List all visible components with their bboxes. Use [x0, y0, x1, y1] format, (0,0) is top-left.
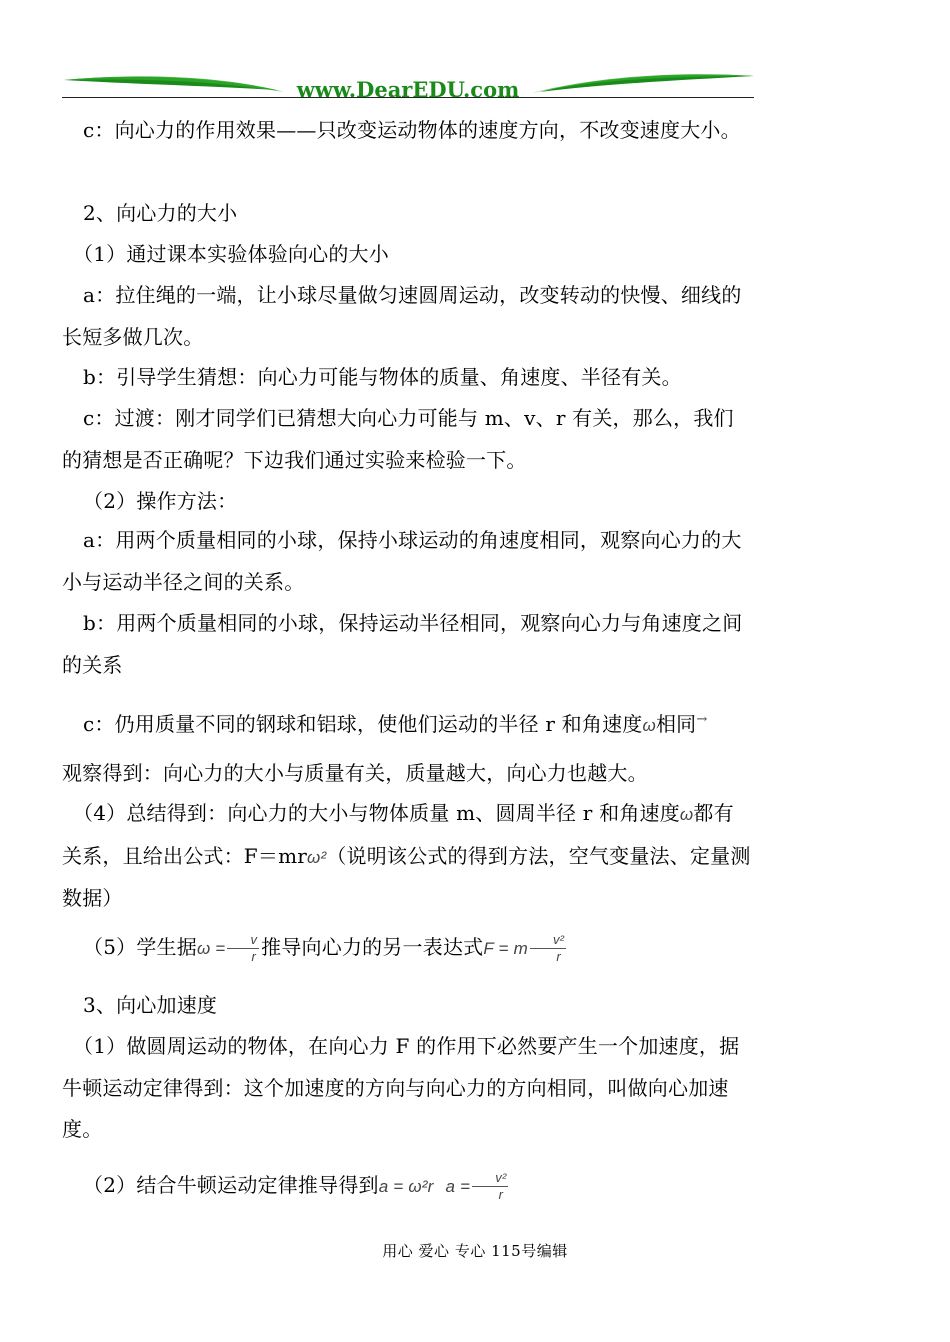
- subheading-experience: （1）通过课本实验体验向心的大小: [73, 242, 389, 266]
- paragraph-summary: （4）总结得到：向心力的大小与物体质量 m、圆周半径 r 和角速度ω都有关系，且给出公式：F＝mrω²（说明该公式的得到方法，空气变量法、定量测数据）: [62, 801, 751, 910]
- paragraph-acceleration: （1）做圆周运动的物体，在向心力 F 的作用下必然要产生一个加速度，据牛顿运动定律得到：这个加速度的方向与向心力的方向相同，叫做向心加速度。: [62, 1034, 740, 1141]
- paragraph-method-b: b：用两个质量相同的小球，保持运动半径相同，观察向心力与角速度之间的关系: [62, 611, 743, 677]
- heading-force-magnitude: 2、向心力的大小: [83, 201, 238, 225]
- svg-text:www.DearEDU.com: www.DearEDU.com: [296, 77, 520, 102]
- fraction-v2-over-r: $\frac{\text{v²}}{r}$: [530, 932, 566, 965]
- paragraph-derive-force: （5）学生据ω = $\frac{v}{r}$ 推导向心力的另一表达式F = m $\frac{\text{v²}}{r}$: [83, 932, 565, 964]
- header-rule: [62, 97, 754, 98]
- page-footer: 用心 爱心 专心 115号编辑: [382, 1242, 568, 1260]
- heading-acceleration: 3、向心加速度: [83, 993, 218, 1017]
- subheading-method: （2）操作方法：: [83, 489, 238, 513]
- paragraph-rope: a：拉住绳的一端，让小球尽量做匀速圆周运动，改变转动的快慢、细线的长短多做几次。: [62, 283, 742, 349]
- paragraph-guess: b：引导学生猜想：向心力可能与物体的质量、角速度、半径有关。: [83, 365, 682, 389]
- fraction-v-over-r: $\frac{v}{r}$: [227, 932, 259, 965]
- paragraph-effect: c：向心力的作用效果——只改变运动物体的速度方向，不改变速度大小。: [83, 118, 741, 142]
- fraction-accel-v2-over-r: $\frac{\text{v²}}{r}$: [472, 1170, 508, 1203]
- paragraph-transition: c：过渡：刚才同学们已猜想大向心力可能与 m、v、r 有关，那么，我们的猜想是否正确呢？下边我们通过实验来检验一下。: [62, 406, 734, 472]
- paragraph-observation: 观察得到：向心力的大小与质量有关，质量越大，向心力也越大。: [62, 761, 648, 785]
- paragraph-method-c: c：仍用质量不同的钢球和铝球，使他们运动的半径 r 和角速度ω相同→: [83, 712, 708, 736]
- return-arrow-icon: →: [696, 712, 708, 727]
- paragraph-method-a: a：用两个质量相同的小球，保持小球运动的角速度相同，观察向心力的大小与运动半径之间的关系。: [62, 528, 742, 594]
- paragraph-derive-acceleration: （2）结合牛顿运动定律推导得到a = ω²r a = $\frac{\text{v²}}{r}$: [83, 1170, 507, 1202]
